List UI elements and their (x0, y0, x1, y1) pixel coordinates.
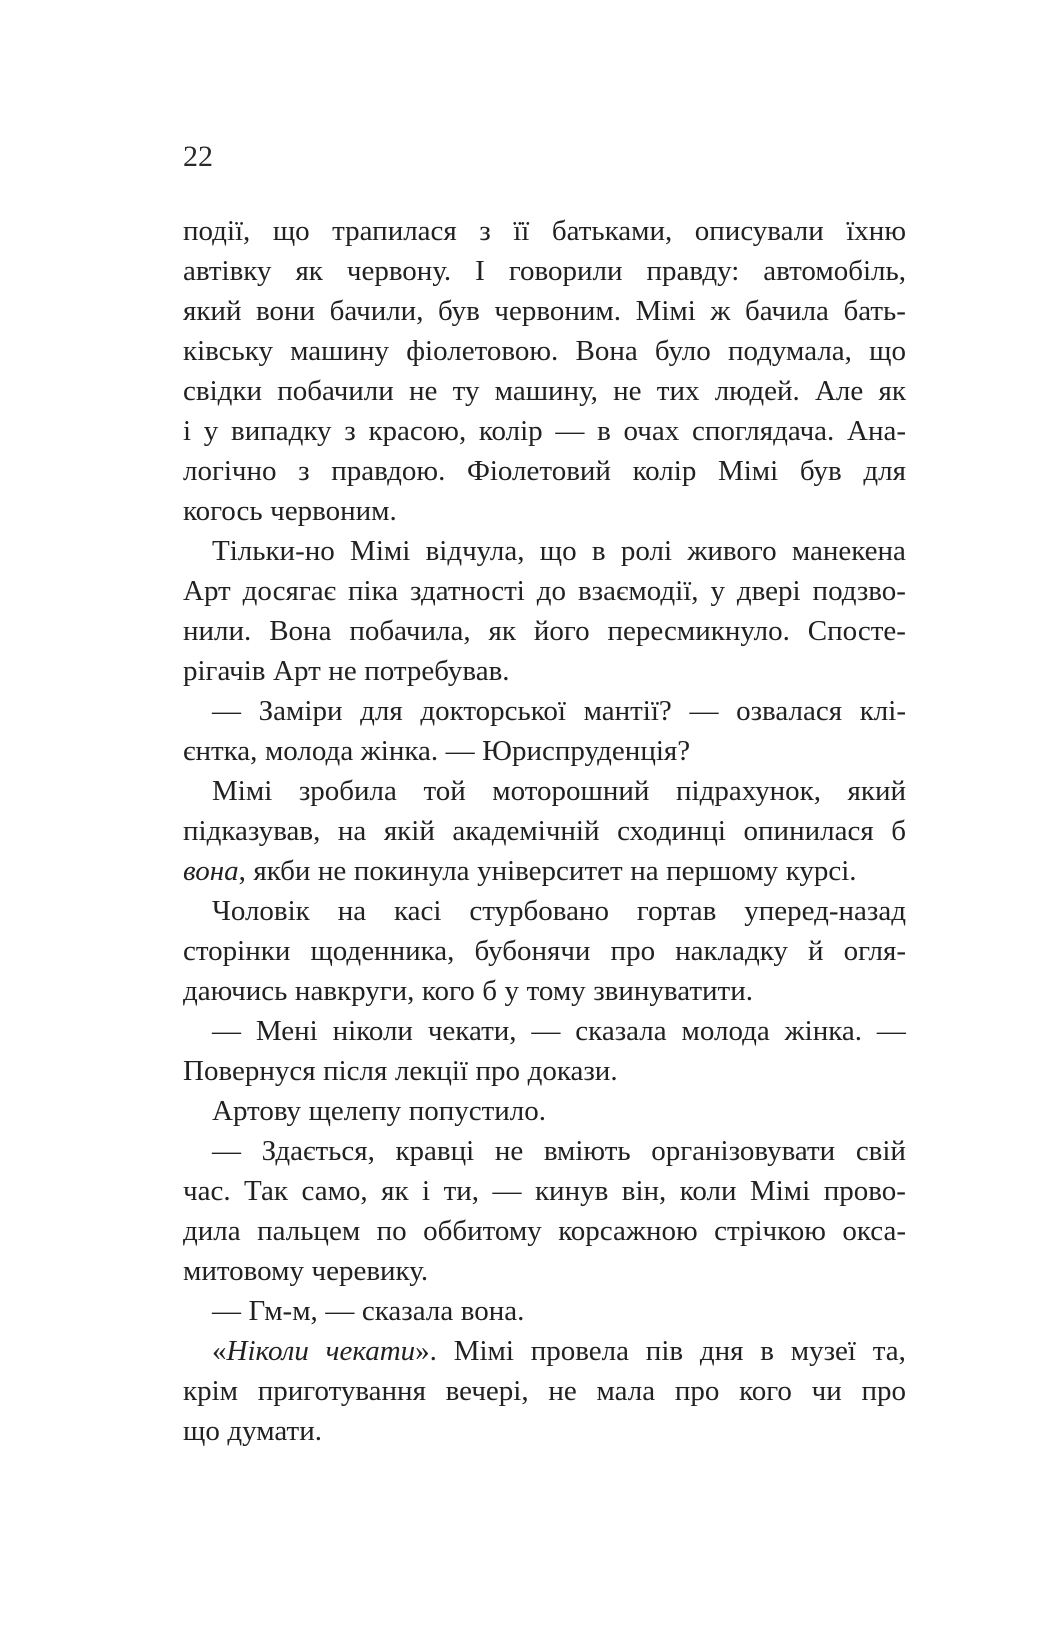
text-line: Арт досягає піка здатності до взаємодії, у двері подзво- (183, 575, 906, 607)
text-line: час. Так само, як і ти, — кинув він, коли Мімі прово- (183, 1175, 906, 1207)
paragraph (183, 1291, 906, 1331)
text-line: єнтка, молода жінка. — Юриспруденція? (183, 735, 691, 767)
text-line: вона, якби не покинула університет на першому курсі. (183, 855, 857, 887)
text-line: свідки побачили не ту машину, не тих людей. Але як (183, 375, 906, 407)
text-line: події, що трапилася з її батьками, описували їхню (183, 215, 906, 247)
text-line: що думати. (183, 1415, 322, 1447)
text-line: крім приготування вечері, не мала про кого чи про (183, 1375, 906, 1407)
text-line: і у випадку з красою, колір — в очах споглядача. Ана- (183, 415, 906, 447)
paragraph (183, 891, 906, 1011)
text-line: Чоловік на касі стурбовано гортав уперед-назад (212, 895, 906, 927)
paragraph (183, 1011, 906, 1091)
text-block (183, 211, 906, 1451)
text-line: логічно з правдою. Фіолетовий колір Мімі був для (183, 455, 906, 487)
text-line: сторінки щоденника, бубонячи про накладку й огля- (183, 935, 906, 967)
paragraph (183, 531, 906, 691)
paragraph (183, 1331, 906, 1451)
text-line: — Здається, кравці не вміють організовувати свій (212, 1135, 906, 1167)
paragraph (183, 211, 906, 531)
paragraph (183, 691, 906, 771)
text-line: митовому черевику. (183, 1255, 429, 1287)
text-line: Артову щелепу попустило. (212, 1095, 547, 1127)
text-line: Мімі зробила той моторошний підрахунок, який (212, 775, 906, 807)
text-line: який вони бачили, був червоним. Мімі ж бачила бать- (183, 295, 906, 327)
text-line: — Гм-м, — сказала вона. (212, 1295, 525, 1327)
text-line: когось червоним. (183, 495, 397, 527)
paragraph (183, 1131, 906, 1291)
text-line: підказував, на якій академічній сходинці опинилася б (183, 815, 906, 847)
text-line: даючись навкруги, кого б у тому звинуватити. (183, 975, 753, 1007)
text-line: Тільки-но Мімі відчула, що в ролі живого манекена (212, 535, 906, 567)
text-line: Повернуся після лекції про докази. (183, 1055, 618, 1087)
page-number: 22 (183, 140, 213, 173)
text-line: нили. Вона побачила, як його пересмикнуло. Спосте- (183, 615, 906, 647)
text-line: рігачів Арт не потребував. (183, 655, 510, 687)
text-line: «Ніколи чекати». Мімі провела пів дня в музеї та, (212, 1335, 906, 1367)
text-line: ківську машину фіолетовою. Вона було подумала, що (183, 335, 906, 367)
paragraph (183, 771, 906, 891)
text-line: автівку як червону. І говорили правду: автомобіль, (183, 255, 906, 287)
text-line: — Мені ніколи чекати, — сказала молода жінка. — (212, 1015, 906, 1047)
text-line: — Заміри для докторської мантії? — озвалася клі- (212, 695, 906, 727)
paragraph (183, 1091, 906, 1131)
text-line: дила пальцем по оббитому корсажною стрічкою окса- (183, 1215, 906, 1247)
